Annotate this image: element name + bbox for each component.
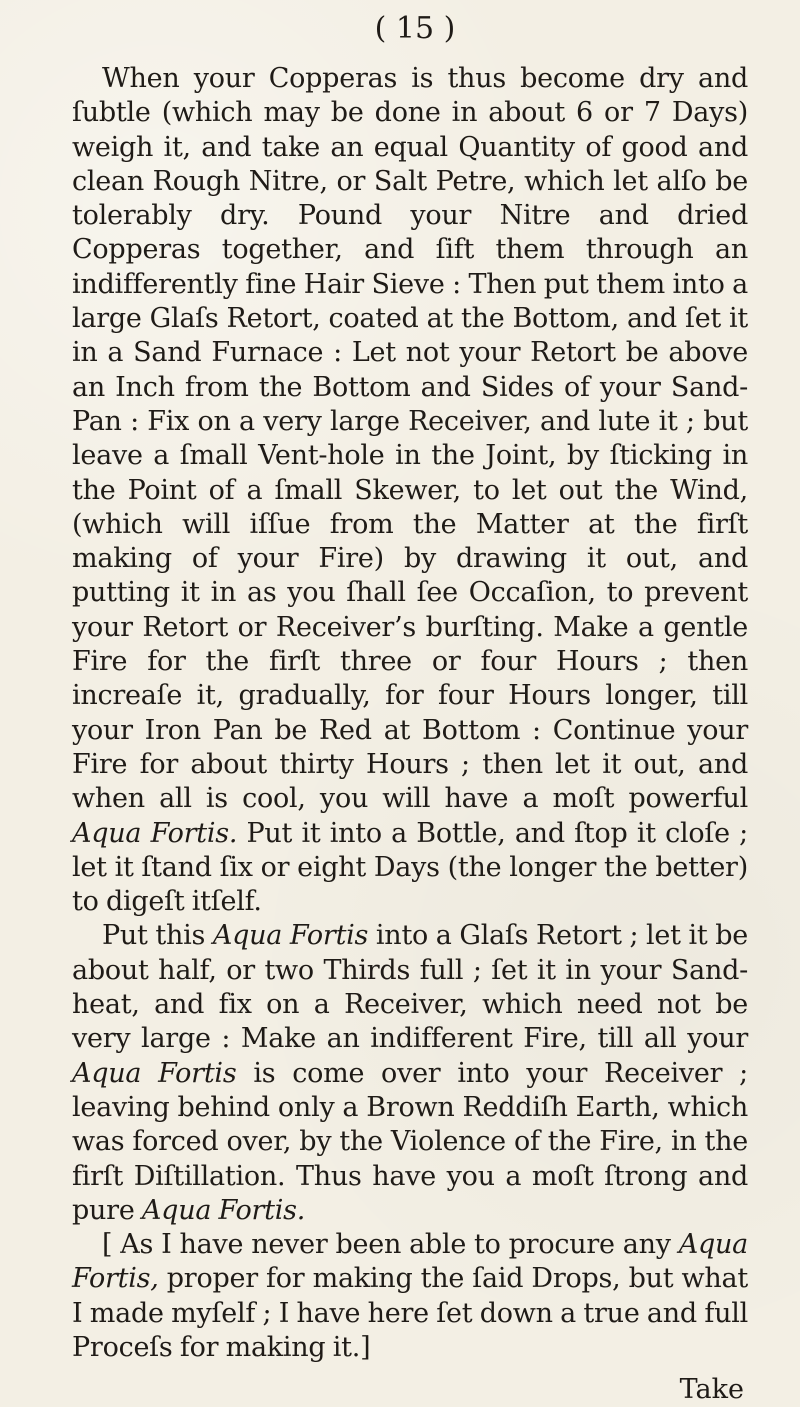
paragraph-2	[72, 919, 748, 1228]
paragraph-2-text-1: Put this	[102, 920, 206, 952]
paragraph-3	[72, 1228, 748, 1365]
paragraph-2-italic-3: Aqua Fortis.	[141, 1194, 306, 1226]
paragraph-2-text-3: is come over into your Receiver ; leaving behind only a Brown Reddiſh Earth, which was forced over, by the Violence of the Fire, in the firſt Diſtillation. Thus have you a moſt ſtrong and pure	[72, 1057, 748, 1226]
paragraph-2-italic-2: Aqua Fortis	[72, 1057, 237, 1089]
paragraph-3-italic-1: Aqua Fortis,	[72, 1229, 748, 1295]
page-body	[72, 62, 748, 1365]
paragraph-1-italic-1: Aqua Fortis.	[72, 817, 238, 849]
paragraph-1-text-2: Put it into a Bottle, and ſtop it cloſe ; let it ſtand ſix or eight Days (the longer the better) to digeſt itſelf.	[72, 817, 749, 918]
paragraph-2-text-2: into a Glaſs Retort ; let it be about half, or two Thirds full ; ſet it in your Sand-heat, and fix on a Receiver, which need not be very large : Make an indifferent Fire, till all your	[72, 920, 748, 1055]
page-number: ( 15 )	[374, 11, 456, 46]
paragraph-2-italic-1: Aqua Fortis	[212, 920, 369, 952]
paragraph-1-text-1: When your Copperas is thus become dry and ſubtle (which may be done in about 6 or 7 Days) weigh it, and take an equal Quantity of good and clean Rough Nitre, or Salt Petre, which let alſo be tolerably dry. Pound your Nitre and dried Copperas together, and ſift them through an indifferently fine Hair Sieve : Then put them into a large Glaſs Retort, coated at the Bottom, and ſet it in a Sand Furnace : Let not your Retort be above an Inch from the Bottom and Sides of your Sand-Pan : Fix on a very large Receiver, and lute it ; but leave a ſmall Vent-hole in the Joint, by ſticking in the Point of a ſmall Skewer, to let out the Wind, (which will iſſue from the Matter at the firſt making of your Fire) by drawing it out, and putting it in as you ſhall ſee Occaſion, to prevent your Retort or Receiver’s burſting. Make a gentle Fire for the firſt three or four Hours ; then increaſe it, gradually, for four Hours longer, till your Iron Pan be Red at Bottom : Continue your Fire for about thirty Hours ; then let it out, and when all is cool, you will have a moſt powerful	[72, 63, 748, 815]
catchword: Take	[679, 1374, 744, 1406]
paragraph-3-text-1: [ As I have never been able to procure any	[102, 1229, 671, 1261]
paragraph-3-text-2: proper for making the ſaid Drops, but what I made myſelf ; I have here ſet down a true and full Proceſs for making it.]	[72, 1263, 748, 1363]
paragraph-1	[72, 62, 748, 919]
